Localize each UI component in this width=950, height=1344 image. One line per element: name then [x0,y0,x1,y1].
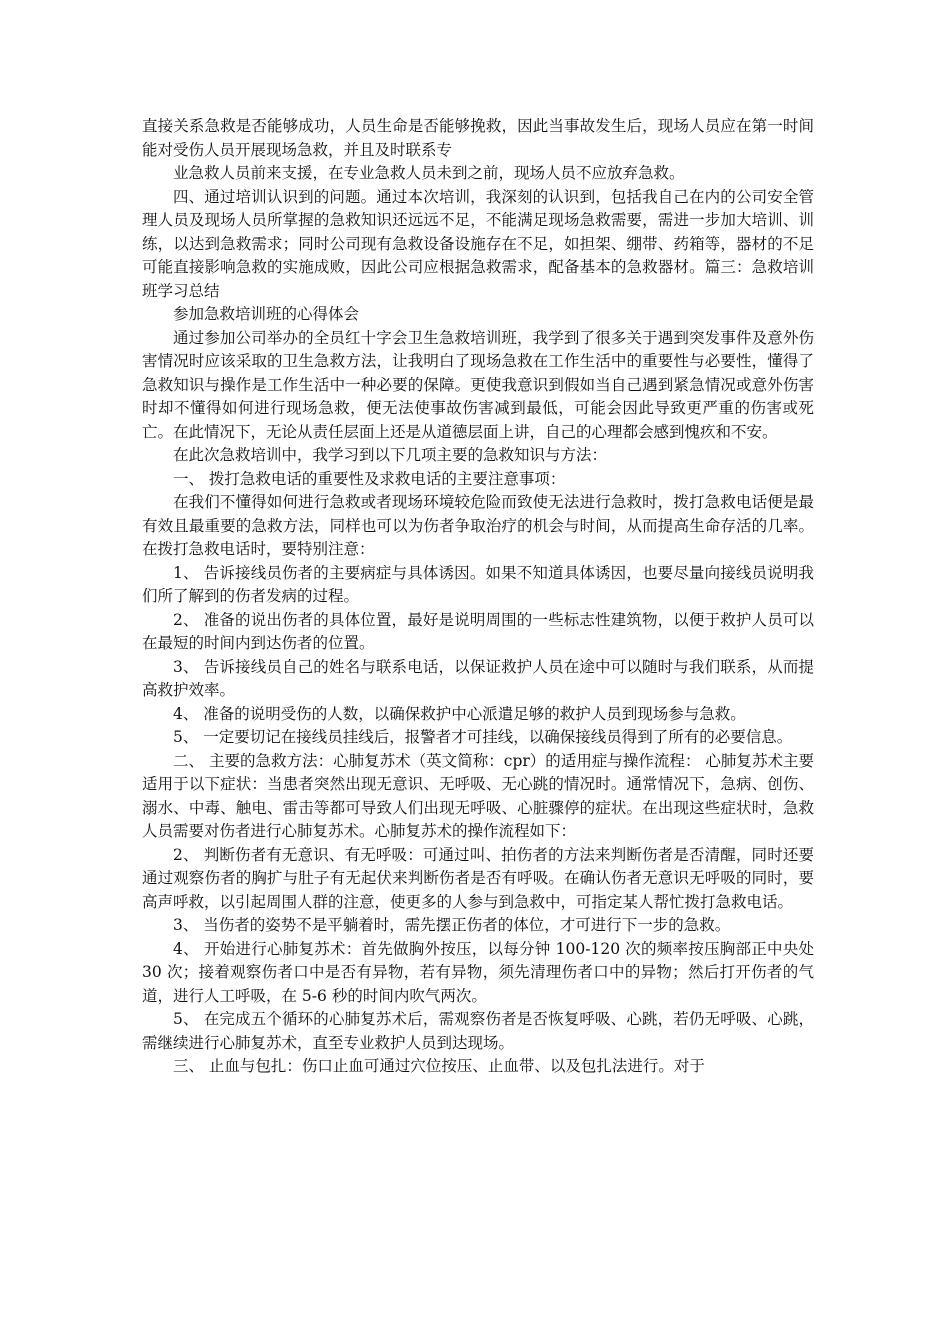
paragraph: 参加急救培训班的心得体会 [173,305,360,323]
paragraph: 一、 拨打急救电话的重要性及求救电话的主要注意事项： [173,469,566,488]
paragraph: 二、 主要的急救方法：心肺复苏术（英文简称：cpr）的适用症与操作流程： 心肺复苏术主要适用于以下症状：当患者突然出现无意识、无呼吸、无心跳的情况时。通常情况下，急病、创伤、溺水、中毒、触电、雷击等都可导致人们出现无呼吸、心脏骤停的症状。在出现这些症状时，急救人员需要对伤者进行心肺复苏术。心肺复苏术的操作流程如下： [142,751,814,840]
paragraph: 通过参加公司举办的全员红十字会卫生急救培训班，我学到了很多关于遇到突发事件及意外伤害情况时应该采取的卫生急救方法，让我明白了现场急救在工作生活中的重要性与必要性，懂得了急救知识与操作是工作生活中一种必要的保障。更使我意识到假如当自己遇到紧急情况或意外伤害时却不懂得如何进行现场急救，便无法使事故伤害减到最低，可能会因此导致更严重的伤害或死亡。在此情况下，无论从责任层面上还是从道德层面上讲，自己的心理都会感到愧疚和不安。 [142,328,814,441]
paragraph: 4、 开始进行心肺复苏术：首先做胸外按压，以每分钟 100-120 次的频率按压胸部正中央处 30 次；接着观察伤者口中是否有异物，若有异物，须先清理伤者口中的异物；然后打开伤者的气道，进行人工呼吸，在 5-6 秒的时间内吹气两次。 [142,939,814,1005]
paragraph: 3、 告诉接线员自己的姓名与联系电话，以保证救护人员在途中可以随时与我们联系，从而提高救护效率。 [142,657,814,699]
paragraph: 在我们不懂得如何进行急救或者现场环境较危险而致使无法进行急救时，拨打急救电话便是最有效且最重要的急救方法，同样也可以为伤者争取治疗的机会与时间，从而提高生命存活的几率。在拨打急救电话时，要特别注意： [142,493,814,558]
paragraph: 直接关系急救是否能够成功，人员生命是否能够挽救，因此当事故发生后，现场人员应在第一时间能对受伤人员开展现场急救，并且及时联系专 [142,117,814,159]
paragraph: 四、通过培训认识到的问题。通过本次培训，我深刻的认识到，包括我自己在内的公司安全管理人员及现场人员所掌握的急救知识还远远不足，不能满足现场急救需要，需进一步加大培训、训练，以达到急救需求；同时公司现有急救设备设施存在不足，如担架、绷带、药箱等，器材的不足可能直接影响急救的实施成败，因此公司应根据急救需求，配备基本的急救器材。篇三：急救培训班学习总结 [142,187,814,300]
document-body [142,115,814,1079]
paragraph: 3、 当伤者的姿势不是平躺着时，需先摆正伤者的体位，才可进行下一步的急救。 [173,916,731,934]
paragraph: 业急救人员前来支援，在专业急救人员未到之前，现场人员不应放弃急救。 [173,164,685,182]
paragraph: 三、 止血与包扎：伤口止血可通过穴位按压、止血带、以及包扎法进行。对于 [173,1057,705,1075]
paragraph: 在此次急救培训中，我学习到以下几项主要的急救知识与方法： [173,446,608,464]
paragraph: 5、 在完成五个循环的心肺复苏术后，需观察伤者是否恢复呼吸、心跳，若仍无呼吸、心跳，需继续进行心肺复苏术，直至专业救护人员到达现场。 [142,1010,814,1052]
paragraph: 4、 准备的说明受伤的人数，以确保救护中心派遣足够的救护人员到现场参与急救。 [173,704,746,723]
paragraph: 2、 准备的说出伤者的具体位置，最好是说明周围的一些标志性建筑物，以便于救护人员可以在最短的时间内到达伤者的位置。 [142,610,814,652]
paragraph: 1、 告诉接线员伤者的主要病症与具体诱因。如果不知道具体诱因，也要尽量向接线员说明我们所了解到的伤者发病的过程。 [142,563,814,605]
paragraph: 2、 判断伤者有无意识、有无呼吸：可通过叫、拍伤者的方法来判断伤者是否清醒，同时还要通过观察伤者的胸扩与肚子有无起伏来判断伤者是否有呼吸。在确认伤者无意识无呼吸的同时，要高声呼救，以引起周围人群的注意，使更多的人参与到急救中，可指定某人帮忙拨打急救电话。 [142,845,814,911]
paragraph: 5、 一定要切记在接线员挂线后，报警者才可挂线，以确保接线员得到了所有的必要信息。 [173,728,793,746]
